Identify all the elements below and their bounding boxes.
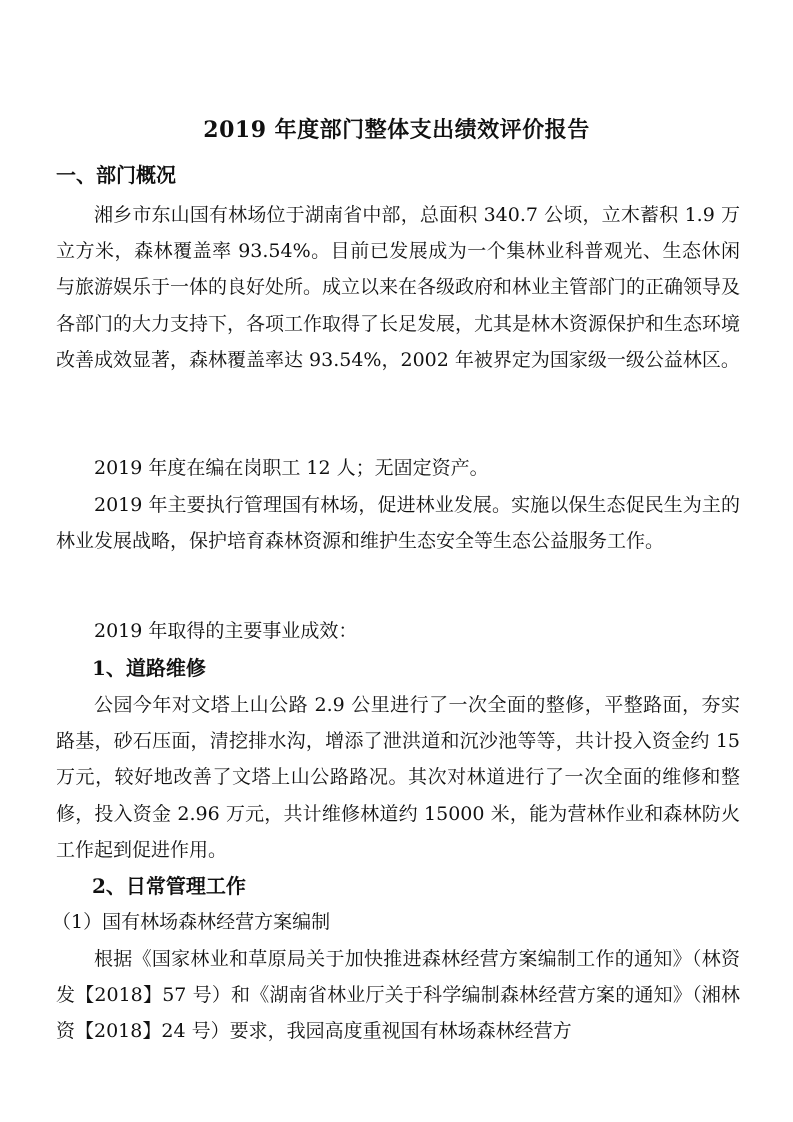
paragraph-forest-plan: 根据《国家林业和草原局关于加快推进森林经营方案编制工作的通知》（林资发【2018】57 号）和《湖南省林业厅关于科学编制森林经营方案的通知》（湘林资【2018】24 号）要求，我园高度重视国有林场森林经营方: [56, 948, 740, 1043]
document-title: 2019 年度部门整体支出绩效评价报告: [203, 117, 590, 143]
section-heading-overview: 一、部门概况: [56, 163, 176, 187]
paragraph-overview: 湘乡市东山国有林场位于湖南省中部，总面积 340.7 公顷，立木蓄积 1.9 万立方米，森林覆盖率 93.54%。目前已发展成为一个集林业科普观光、生态休闲与旅游娱乐于一体的良好处所。成立以来在各级政府和林业主管部门的正确领导及各部门的大力支持下，各项工作取得了长足发展，尤其是林木资源保护和生态环境改善成效显著，森林覆盖率达 93.54%，2002 年被界定为国家级一级公益林区。: [56, 204, 741, 371]
list-item-forest-plan: （1）国有林场森林经营方案编制: [52, 911, 331, 933]
subheading-road-maintenance: 1、道路维修: [92, 656, 206, 680]
paragraph-staff: 2019 年度在编在岗职工 12 人；无固定资产。: [94, 457, 489, 479]
paragraph-main-tasks: 2019 年主要执行管理国有林场，促进林业发展。实施以保生态促民生为主的林业发展战略，保护培育森林资源和维护生态安全等生态公益服务工作。: [56, 494, 740, 553]
paragraph-achievements-intro: 2019 年取得的主要事业成效：: [94, 620, 358, 642]
subheading-daily-management: 2、日常管理工作: [92, 874, 246, 898]
paragraph-road-maintenance: 公园今年对文塔上山公路 2.9 公里进行了一次全面的整修，平整路面，夯实路基，砂石压面，清挖排水沟，增添了泄洪道和沉沙池等等，共计投入资金约 15 万元，较好地改善了文塔上山公路路况。其次对林道进行了一次全面的维修和整修，投入资金 2.96 万元，共计维修林道约 15000 米，能为营林作业和森林防火工作起到促进作用。: [56, 694, 740, 861]
